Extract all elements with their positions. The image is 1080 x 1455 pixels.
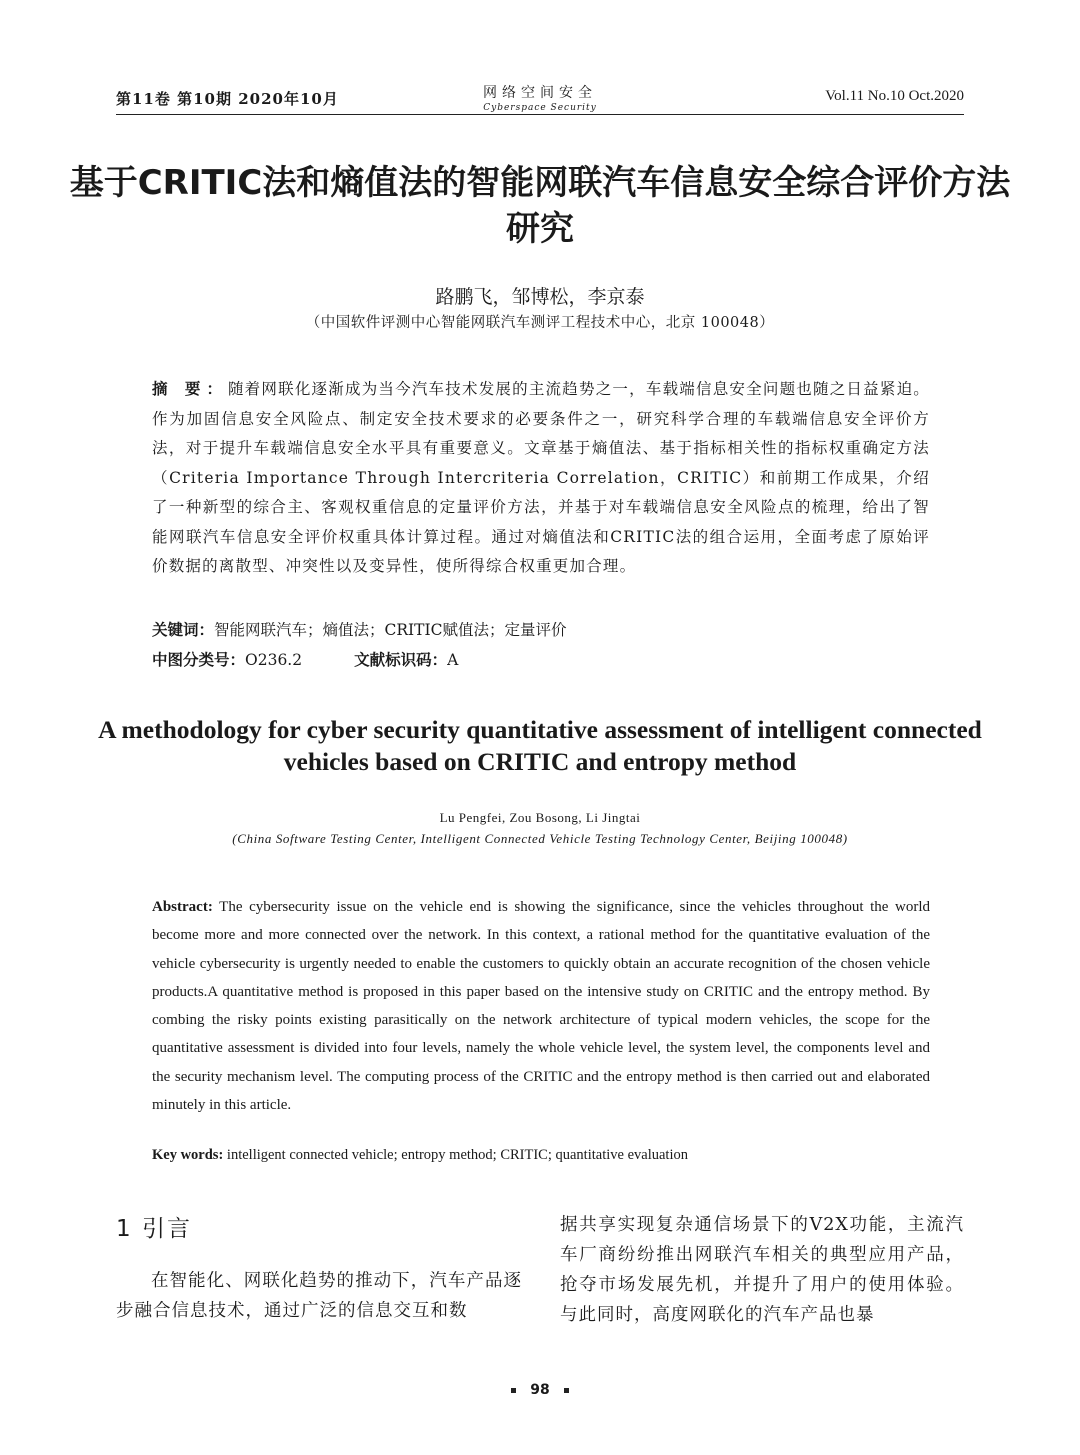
abstract-en-text: The cybersecurity issue on the vehicle end is showing the significance, since the vehicles throughout the world become more and more connected over the network. In this context, a rational method for the quantitative evaluation of the vehicle cybersecurity is urgently needed to enable the customers to quickly obtain an accurate recognition of the chosen vehicle products.A quantitative method is proposed in this paper based on the intensive study on CRITIC and the entropy method. By combing the risky points existing parasitically on the network architecture of typical modern vehicles, the scope for the quantitative assessment is divided into four levels, namely the whole vehicle level, the system level, the components level and the security mechanism level. The computing process of the CRITIC and the entropy method is then carried out and elaborated minutely in this article.: [152, 899, 931, 1114]
doc-code-label: 文献标识码：: [354, 651, 448, 669]
journal-issue-info: 第11卷 第10期 2020年10月: [116, 90, 339, 108]
body-text-left-column: 在智能化、网联化趋势的推动下，汽车产品逐步融合信息技术，通过广泛的信息交互和数: [116, 1271, 522, 1321]
abstract-en: [152, 893, 930, 1119]
abstract-en-label: Abstract:: [152, 899, 213, 915]
journal-name-cn: 网络空间安全: [483, 85, 597, 101]
classification-line: [152, 648, 458, 670]
page-number-value: 98: [530, 1382, 550, 1398]
clc-label: 中图分类号：: [152, 651, 246, 669]
paper-title-en: A methodology for cyber security quantitative assessment of intelligent connected vehicles based on CRITIC and entropy method: [98, 715, 982, 776]
keywords-cn-text: 智能网联汽车；熵值法；CRITIC赋值法；定量评价: [214, 621, 567, 639]
journal-name-en: Cyberspace Security: [483, 103, 597, 113]
affiliation-cn: （中国软件评测中心智能网联汽车测评工程技术中心，北京 100048）: [305, 315, 775, 331]
doc-code-value: A: [447, 651, 459, 669]
keywords-en-text: intelligent connected vehicle; entropy method; CRITIC; quantitative evaluation: [226, 1147, 688, 1163]
abstract-cn-text: 随着网联化逐渐成为当今汽车技术发展的主流趋势之一，车载端信息安全问题也随之日益紧迫。作为加固信息安全风险点、制定安全技术要求的必要条件之一，研究科学合理的车载端信息安全评价方法，对于提升车载端信息安全水平具有重要意义。文章基于熵值法、基于指标相关性的指标权重确定方法（Criteria Importance Through Intercriteria Correlation，CRITIC）和前期工作成果，介绍了一种新型的综合主、客观权重信息的定量评价方法，并基于对车载端信息安全风险点的梳理，给出了智能网联汽车信息安全评价权重具体计算过程。通过对熵值法和CRITIC法的组合运用，全面考虑了原始评价数据的离散型、冲突性以及变异性，使所得综合权重更加合理。: [152, 380, 930, 575]
keywords-cn-label: 关键词：: [152, 621, 215, 639]
authors-en: Lu Pengfei, Zou Bosong, Li Jingtai: [439, 810, 641, 825]
bullet-square-icon: [564, 1388, 569, 1393]
affiliation-en: (China Software Testing Center, Intelligent Connected Vehicle Testing Technology Center, Beijing 100048): [232, 831, 848, 846]
bullet-square-icon: [511, 1388, 516, 1393]
keywords-en-label: Key words:: [152, 1147, 224, 1163]
header-divider: [116, 114, 964, 115]
abstract-cn: [152, 375, 930, 582]
journal-volume-info: Vol.11 No.10 Oct.2020: [825, 88, 964, 104]
page-number: [0, 1382, 1080, 1398]
keywords-cn: [152, 618, 567, 640]
section-heading-introduction: 1 引言: [116, 1216, 192, 1242]
body-text-right-column: 据共享实现复杂通信场景下的V2X功能，主流汽车厂商纷纷推出网联汽车相关的典型应用产品，抢夺市场发展先机，并提升了用户的使用体验。与此同时，高度网联化的汽车产品也暴: [560, 1215, 964, 1325]
keywords-en: [152, 1147, 930, 1164]
clc-value: O236.2: [245, 651, 303, 669]
paper-title-cn: 基于CRITIC法和熵值法的智能网联汽车信息安全综合评价方法研究: [69, 163, 1011, 249]
authors-cn: 路鹏飞，邹博松，李京泰: [435, 286, 645, 308]
abstract-cn-label: 摘 要：: [152, 380, 228, 398]
